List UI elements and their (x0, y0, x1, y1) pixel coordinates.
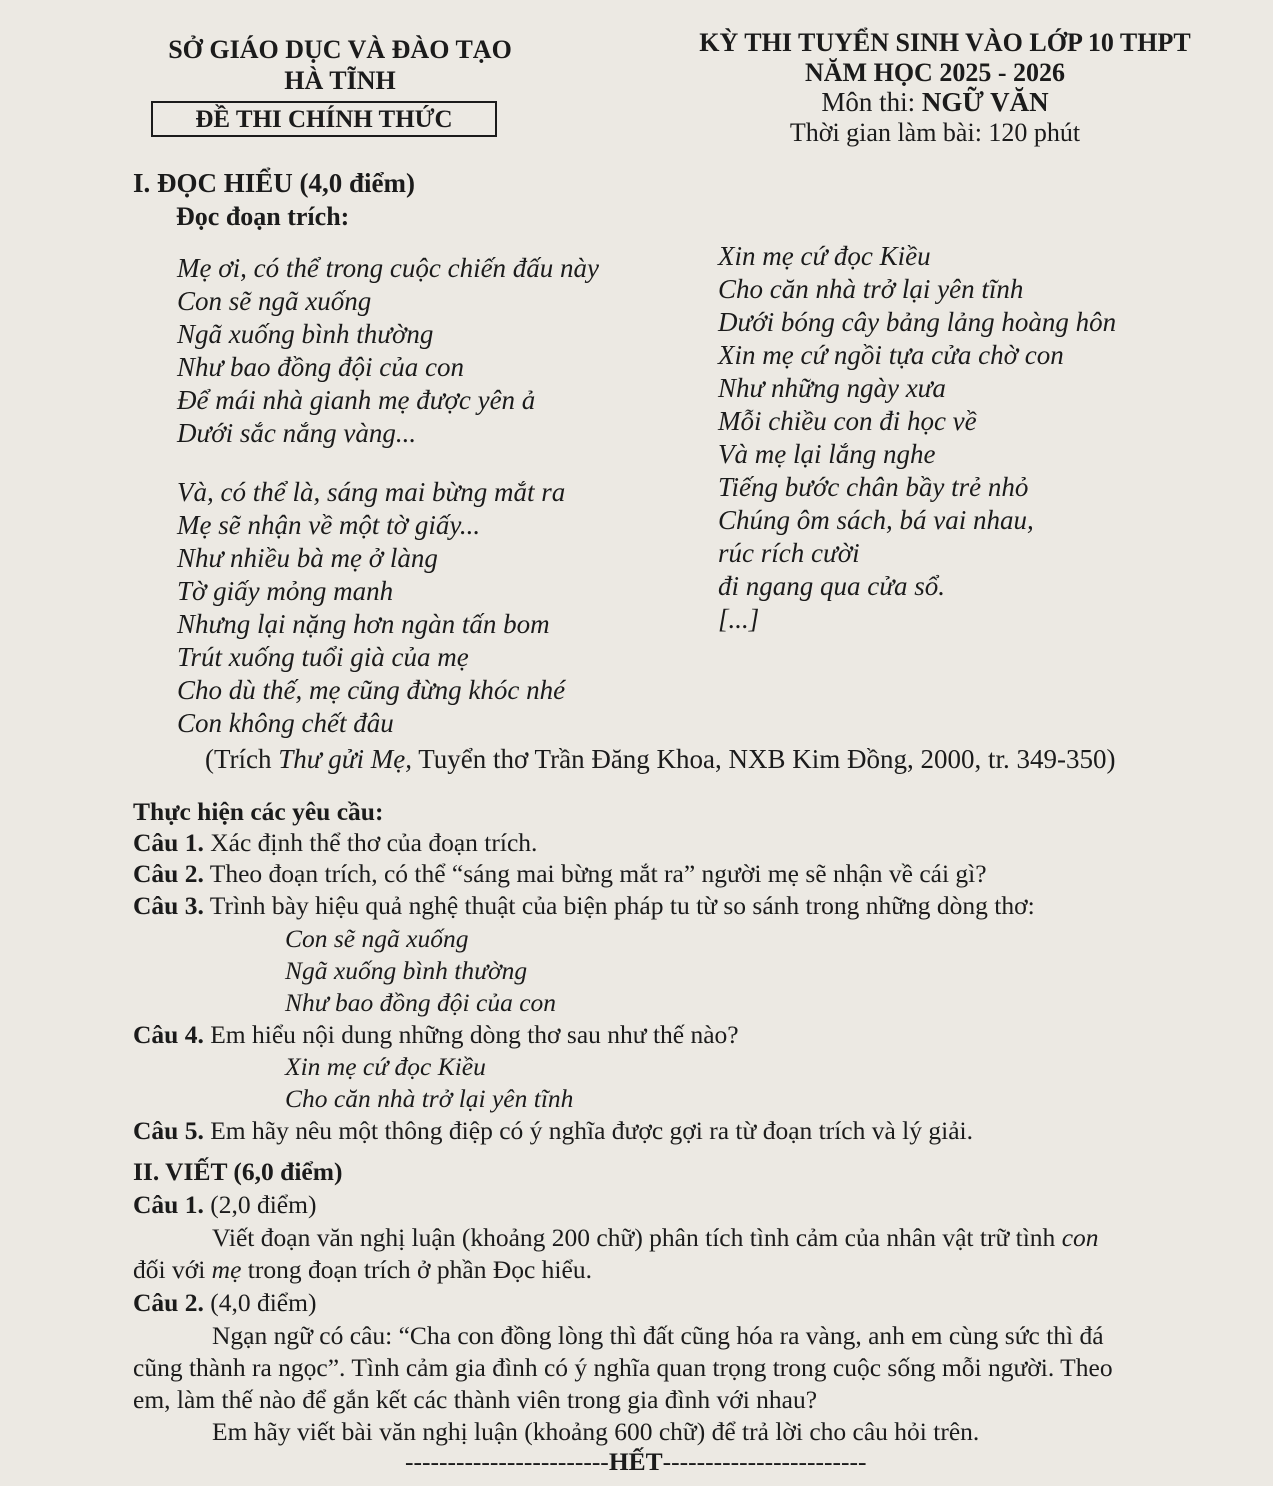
poem-line: Dưới sắc nắng vàng... (177, 418, 417, 448)
question-2 (133, 858, 987, 889)
italic-term: con (1061, 1223, 1099, 1252)
text-segment: Viết đoạn văn nghị luận (khoảng 200 chữ) phân tích tình cảm của nhân vật trữ tình (212, 1223, 1062, 1252)
subject-prefix: Môn thi: (821, 87, 922, 117)
poem-line: Như những ngày xưa (718, 373, 946, 403)
quoted-line: Ngã xuống bình thường (285, 956, 528, 985)
subject-name: NGỮ VĂN (921, 87, 1049, 117)
question-label: Câu 4. (133, 1020, 204, 1049)
poem-line: đi ngang qua cửa sổ. (718, 571, 945, 601)
question-label: Câu 5. (133, 1116, 204, 1145)
end-of-exam-mark (405, 1446, 866, 1477)
requirements-heading: Thực hiện các yêu cầu: (133, 797, 384, 826)
source-prefix: (Trích (205, 744, 279, 774)
question-points: (4,0 điểm) (203, 1288, 317, 1317)
source-rest: Tuyển thơ Trần Đăng Khoa, NXB Kim Đồng, 2000, tr. 349-350) (411, 744, 1116, 774)
writing-question-2-line-1: Ngạn ngữ có câu: “Cha con đồng lòng thì đất cũng hóa ra vàng, anh em cùng sức thì đá (212, 1321, 1104, 1350)
question-label: Câu 2. (133, 1288, 204, 1317)
end-label: HẾT (608, 1447, 663, 1476)
source-citation (205, 744, 1116, 775)
poem-line: Chúng ôm sách, bá vai nhau, (718, 505, 1034, 535)
poem-line: Và, có thể là, sáng mai bừng mắt ra (177, 477, 566, 507)
subject-line (650, 87, 1220, 118)
poem-line: Như nhiều bà mẹ ở làng (177, 543, 438, 573)
writing-question-2-title (133, 1287, 316, 1318)
question-label: Câu 3. (133, 891, 204, 920)
poem-line: Tiếng bước chân bầy trẻ nhỏ (718, 472, 1029, 502)
writing-question-2-line-3: em, làm thế nào để gắn kết các thành viên trong gia đình với nhau? (133, 1385, 818, 1414)
text-segment: đối với (133, 1255, 212, 1284)
question-text: Em hiểu nội dung những dòng thơ sau như thế nào? (203, 1020, 739, 1049)
poem-line: rúc rích cười (718, 538, 860, 568)
end-dashes-left: ------------------------ (405, 1447, 609, 1476)
poem-line: Mẹ sẽ nhận về một tờ giấy... (177, 510, 481, 540)
exam-title: KỲ THI TUYỂN SINH VÀO LỚP 10 THPT (699, 28, 1191, 57)
question-label: Câu 1. (133, 1190, 204, 1219)
question-1 (133, 827, 537, 858)
poem-line: Xin mẹ cứ ngồi tựa cửa chờ con (718, 340, 1064, 370)
school-year: NĂM HỌC 2025 - 2026 (805, 58, 1065, 87)
writing-question-2-line-2: cũng thành ra ngọc”. Tình cảm gia đình có ý nghĩa quan trọng trong cuộc sống mỗi người. Theo (133, 1353, 1113, 1382)
province-name: HÀ TĨNH (284, 66, 396, 95)
poem-line: Con không chết đâu (177, 708, 394, 738)
writing-question-1-line-1 (212, 1222, 1099, 1253)
italic-term: mẹ (211, 1255, 242, 1284)
poem-line: Cho căn nhà trở lại yên tĩnh (718, 274, 1024, 304)
end-dashes-right: ------------------------ (662, 1447, 867, 1476)
poem-line: Xin mẹ cứ đọc Kiều (718, 241, 931, 271)
quoted-line: Cho căn nhà trở lại yên tĩnh (285, 1084, 574, 1113)
poem-line: Con sẽ ngã xuống (177, 286, 372, 316)
question-label: Câu 2. (133, 859, 204, 888)
question-points: (2,0 điểm) (203, 1190, 317, 1219)
poem-line: Tờ giấy mỏng manh (177, 576, 394, 606)
poem-line: Như bao đồng đội của con (177, 352, 464, 382)
source-title: Thư gửi Mẹ, (278, 744, 412, 774)
poem-line: Nhưng lại nặng hơn ngàn tấn bom (177, 609, 550, 639)
poem-line: Mẹ ơi, có thể trong cuộc chiến đấu này (177, 253, 600, 283)
poem-line: [...] (718, 604, 760, 634)
quoted-line: Như bao đồng đội của con (285, 988, 557, 1017)
quoted-line: Xin mẹ cứ đọc Kiều (285, 1052, 486, 1081)
department-name: SỞ GIÁO DỤC VÀ ĐÀO TẠO (168, 35, 512, 64)
question-text: Theo đoạn trích, có thể “sáng mai bừng mắt ra” người mẹ sẽ nhận về cái gì? (203, 859, 987, 888)
exam-duration: Thời gian làm bài: 120 phút (789, 118, 1081, 147)
question-3 (133, 890, 1035, 921)
poem-right-column (718, 240, 1116, 636)
writing-question-2-line-4: Em hãy viết bài văn nghị luận (khoảng 600 chữ) để trả lời cho câu hỏi trên. (212, 1417, 980, 1446)
part1-heading: I. ĐỌC HIỂU (4,0 điểm) (133, 168, 415, 198)
poem-line: Để mái nhà gianh mẹ được yên ả (177, 385, 536, 415)
question-5 (133, 1115, 973, 1146)
text-segment: trong đoạn trích ở phần Đọc hiểu. (241, 1255, 592, 1284)
read-prompt: Đọc đoạn trích: (176, 202, 350, 231)
writing-question-1-title (133, 1189, 316, 1220)
question-text: Xác định thể thơ của đoạn trích. (203, 828, 538, 857)
poem-line: Mỗi chiều con đi học về (718, 406, 977, 436)
quoted-line: Con sẽ ngã xuống (285, 924, 469, 953)
poem-line: Ngã xuống bình thường (177, 319, 434, 349)
question-text: Em hãy nêu một thông điệp có ý nghĩa được gợi ra từ đoạn trích và lý giải. (203, 1116, 974, 1145)
official-exam-label: ĐỀ THI CHÍNH THỨC (151, 101, 497, 137)
question-text: Trình bày hiệu quả nghệ thuật của biện pháp tu từ so sánh trong những dòng thơ: (203, 891, 1035, 920)
poem-left-stanza-1 (177, 252, 599, 450)
poem-line: Trút xuống tuổi già của mẹ (177, 642, 469, 672)
question-4 (133, 1019, 739, 1050)
question-label: Câu 1. (133, 828, 204, 857)
part2-heading: II. VIẾT (6,0 điểm) (133, 1157, 343, 1186)
poem-left-stanza-2 (177, 476, 565, 740)
poem-line: Cho dù thế, mẹ cũng đừng khóc nhé (177, 675, 566, 705)
writing-question-1-line-2 (133, 1254, 592, 1285)
poem-line: Và mẹ lại lắng nghe (718, 439, 936, 469)
poem-line: Dưới bóng cây bảng lảng hoàng hôn (718, 307, 1117, 337)
